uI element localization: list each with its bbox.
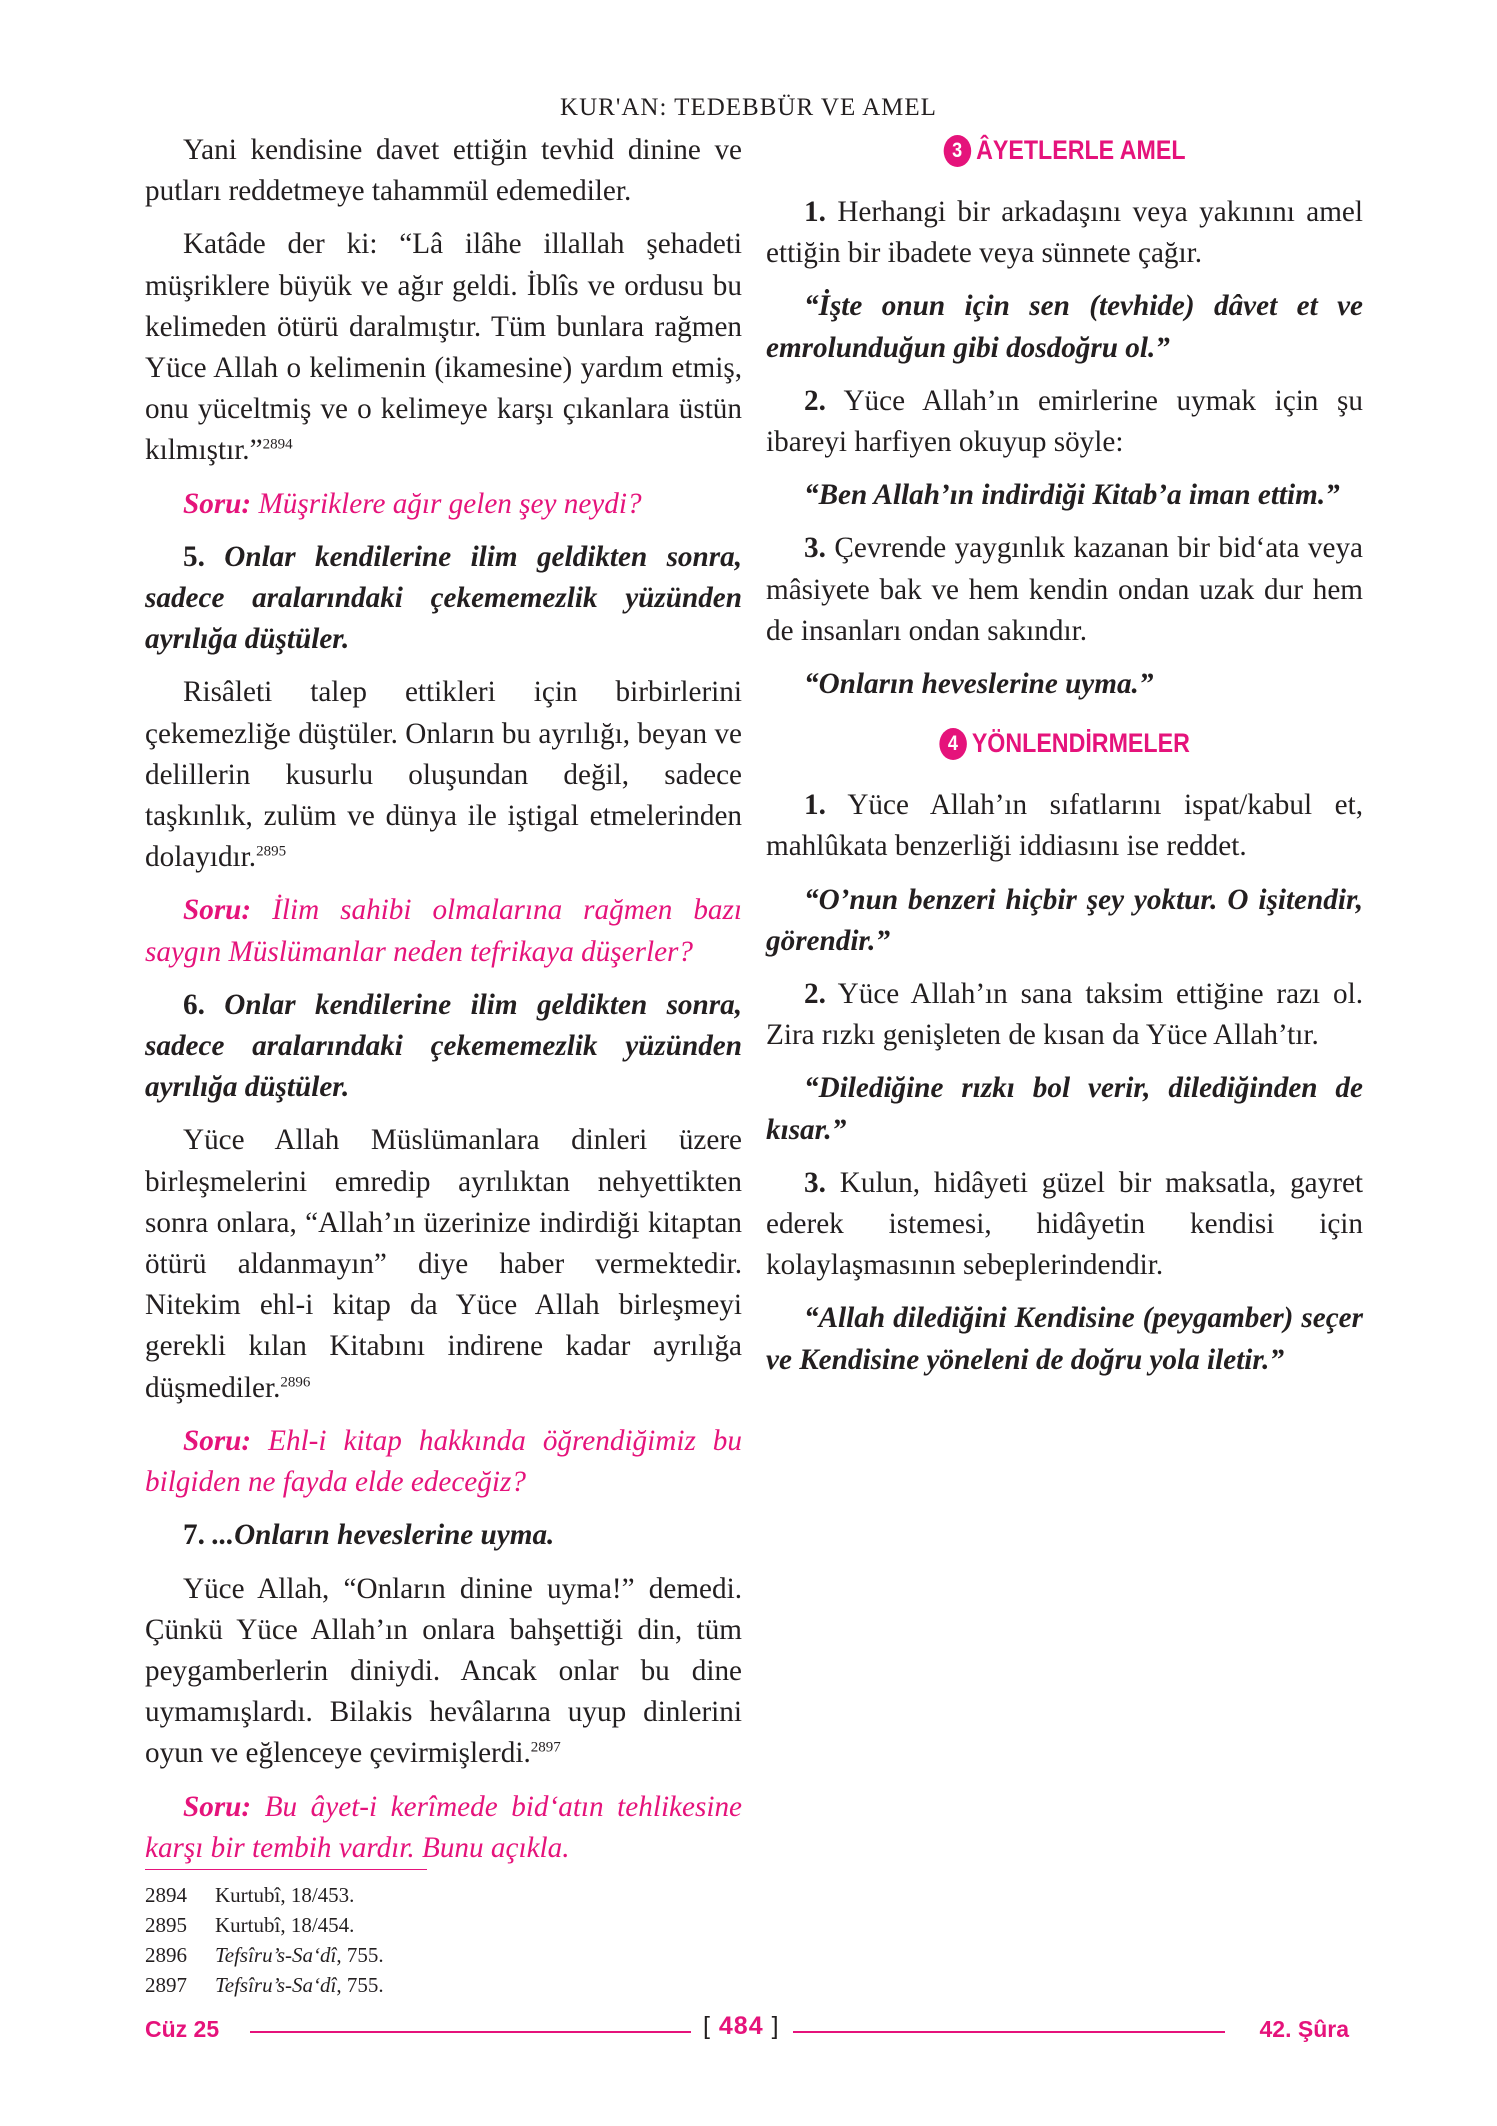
quote: “O’nun benzeri hiçbir şey yoktur. O işitendir, görendir.”	[766, 883, 1363, 957]
footnotes	[145, 1880, 384, 2000]
left-column	[145, 130, 742, 1869]
verse-heading: 7. ...Onların heveslerine uyma.	[183, 1519, 555, 1552]
section-number-badge: 4	[939, 728, 967, 760]
footnote: 2895 Kurtubî, 18/454.	[145, 1913, 355, 1937]
verse-heading: 5. Onlar kendilerine ilim geldikten sonra, sadece aralarındaki çekememezlik yüzünden ayrılığa düştüler.	[145, 540, 743, 656]
footer-rule-left	[250, 2031, 691, 2033]
sura-label: 42. Şûra	[1259, 2016, 1349, 2042]
paragraph: Yüce Allah, “Onların dinine uyma!” demedi. Çünkü Yüce Allah’ın onlara bahşettiği din, tüm peygamberlerin diniydi. Ancak onlar bu dine uymamışlardı. Bilakis hevâlarına uyup dinlerini oyun ve eğlenceye çevirmişlerdi.$^{2897}$	[145, 1572, 742, 1770]
list-item: 2. Yüce Allah’ın emirlerine uymak için şu ibareyi harfiyen okuyup söyle:	[766, 384, 1363, 459]
section-title-ayetlerle-amel: 3 ÂYETLERLE AMEL	[808, 130, 1321, 170]
list-item: 2. Yüce Allah’ın sana taksim ettiğine razı ol. Zira rızkı genişleten de kısan da Yüce Allah’tır.	[766, 978, 1364, 1052]
list-item: 1. Yüce Allah’ın sıfatlarını ispat/kabul et, mahlûkata benzerliği iddiasını ise reddet.	[766, 789, 1363, 863]
footnote-ref[interactable]: 2895	[256, 843, 287, 860]
paragraph: Yüce Allah Müslümanlara dinleri üzere birleşmelerini emredip ayrılıktan nehyettikten sonra onlara, “Allah’ın üzerinize indirdiği kitaptan ötürü aldanmayın” diye haber vermektedir. Nitekim ehl-i kitap da Yüce Allah birleşmeyi gerekli kılan Kitabını indirene kadar ayrılığa düşmediler.$^{2896}$	[145, 1124, 742, 1404]
footer-rule-right	[793, 2031, 1225, 2033]
paragraph: Risâleti talep ettikleri için birbirlerini çekemezliğe düştüler. Onların bu ayrılığı, beyan ve delillerin kusurlu oluşundan değil, sadece taşkınlık, zulüm ve dünya ile iştigal etmelerinden dolayıdır.$^{2895}$	[145, 676, 742, 874]
section-number-badge: 3	[943, 135, 971, 167]
question: Soru: Bu âyet-i kerîmede bid‘atın tehlikesine karşı bir tembih vardır. Bunu açıkla.	[145, 1790, 742, 1864]
quote: “Ben Allah’ın indirdiği Kitab’a iman ettim.”	[804, 479, 1340, 512]
juz-label: Cüz 25	[145, 2016, 220, 2042]
footnote: 2894 Kurtubî, 18/453.	[145, 1883, 355, 1907]
footnote-ref[interactable]: 2897	[530, 1739, 561, 1756]
page-number: [ 484 ]	[703, 2012, 780, 2040]
list-item: 3. Çevrende yaygınlık kazanan bir bid‘ata veya mâsiyete bak ve hem kendin ondan uzak dur hem de insanları ondan sakındır.	[766, 532, 1363, 647]
section-title-yonlendirmeler: 4 YÖNLENDİRMELER	[808, 723, 1321, 763]
quote: “İşte onun için sen (tevhide) dâvet et ve emrolunduğun gibi dosdoğru ol.”	[766, 290, 1363, 364]
paragraph: Yani kendisine davet ettiğin tevhid dinine ve putları reddetmeye tahammül edemediler.	[145, 134, 742, 208]
list-item: 1. Herhangi bir arkadaşını veya yakınını amel ettiğin bir ibadete veya sünnete çağır.	[766, 196, 1363, 270]
quote: “Allah dilediğini Kendisine (peygamber) seçer ve Kendisine yöneleni de doğru yola iletir.”	[766, 1302, 1363, 1376]
quote: “Onların heveslerine uyma.”	[804, 668, 1154, 701]
footnote: 2896 Tefsîru’s-Sa‘dî, 755.	[145, 1943, 384, 1967]
footnote-ref[interactable]: 2894	[262, 436, 293, 453]
footnote-ref[interactable]: 2896	[280, 1373, 311, 1390]
running-header: KUR'AN: TEDEBBÜR VE AMEL	[560, 94, 937, 121]
quote: “Dilediğine rızkı bol verir, dilediğinden de kısar.”	[766, 1072, 1363, 1146]
list-item: 3. Kulun, hidâyeti güzel bir maksatla, gayret ederek istemesi, hidâyetin kendisi için kolaylaşmasının sebeplerindendir.	[766, 1166, 1364, 1282]
page-footer	[0, 2010, 1497, 2050]
paragraph: Katâde der ki: “Lâ ilâhe illallah şehadeti müşriklere büyük ve ağır geldi. İblîs ve ordusu bu kelimeden ötürü daralmıştır. Tüm bunlara rağmen Yüce Allah o kelimenin (ikamesine) yardım etmiş, onu yüceltmiş ve o kelimeye karşı çıkanlara üstün kılmıştır.”$^{2894}$	[145, 228, 742, 467]
footnote: 2897 Tefsîru’s-Sa‘dî, 755.	[145, 1973, 384, 1997]
question: Soru: Müşriklere ağır gelen şey neydi?	[183, 487, 642, 520]
question: Soru: Ehl-i kitap hakkında öğrendiğimiz bu bilgiden ne fayda elde edeceğiz?	[145, 1424, 742, 1499]
verse-heading: 6. Onlar kendilerine ilim geldikten sonra, sadece aralarındaki çekememezlik yüzünden ayrılığa düştüler.	[145, 988, 743, 1104]
footnote-divider	[145, 1869, 427, 1870]
right-column	[766, 130, 1363, 1381]
question: Soru: İlim sahibi olmalarına rağmen bazı saygın Müslümanlar neden tefrikaya düşerler?	[145, 894, 742, 968]
